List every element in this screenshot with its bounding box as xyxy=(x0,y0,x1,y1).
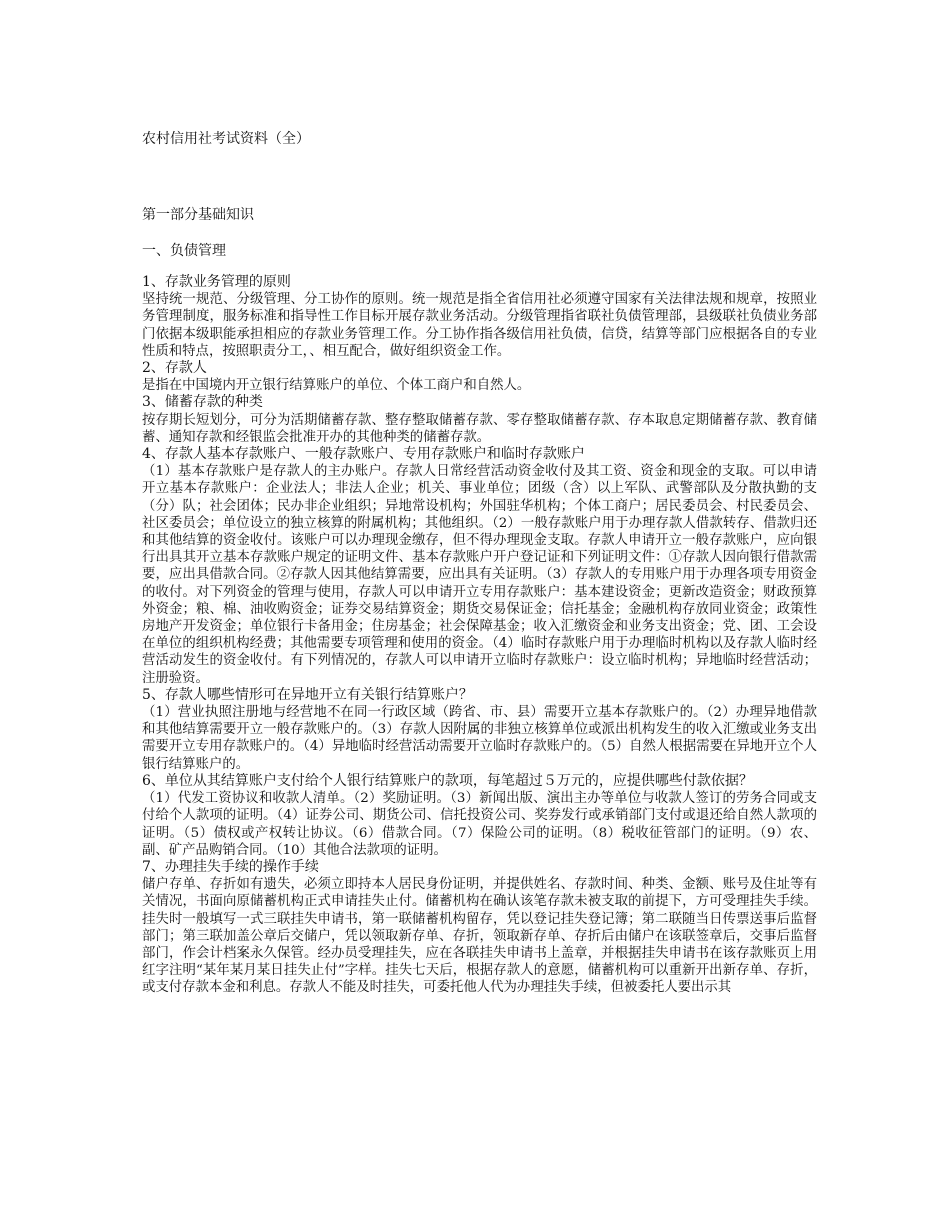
item-heading: 4、存款人基本存款账户、一般存款账户、专用存款账户和临时存款账户 xyxy=(142,446,585,463)
item-heading: 3、储蓄存款的种类 xyxy=(142,394,263,411)
document-content xyxy=(142,274,817,997)
item-heading: 1、存款业务管理的原则 xyxy=(142,274,291,290)
section-title: 一、负债管理 xyxy=(142,243,226,259)
item-paragraph: 按存期长短划分，可分为活期储蓄存款、整存整取储蓄存款、零存整取储蓄存款、存本取息定期储蓄存款、教育储蓄、通知存款和经银监会批准开办的其他种类的储蓄存款。 xyxy=(142,412,817,445)
item-paragraph: 储户存单、存折如有遗失，必须立即持本人居民身份证明，并提供姓名、存款时间、种类、金额、账号及住址等有关情况，书面向原储蓄机构正式申请挂失止付。储蓄机构在确认该笔存款未被支取的前提下，方可受理挂失手续。挂失时一般填写一式三联挂失申请书，第一联储蓄机构留存，凭以登记挂失登记簿；第二联随当日传票送事后监督部门；第三联加盖公章后交储户，凭以领取新存单、存折，领取新存单、存折后由储户在该联签章后，交事后监督部门，作会计档案永久保管。经办员受理挂失，应在各联挂失申请书上盖章，并根据挂失申请书在该存款账页上用红字注明“某年某月某日挂失止付”字样。挂失七天后，根据存款人的意愿，储蓄机构可以重新开出新存单、存折，或支付存款本金和利息。存款人不能及时挂失，可委托他人代为办理挂失手续，但被委托人要出示其 xyxy=(142,877,817,996)
item-paragraph: 是指在中国境内开立银行结算账户的单位、个体工商户和自然人。 xyxy=(142,378,531,394)
item-paragraph: （1）代发工资协议和收款人清单。（2）奖励证明。（3）新闻出版、演出主办等单位与收款人签订的劳务合同或支付给个人款项的证明。（4）证券公司、期货公司、信托投资公司、奖券发行或承销部门支付或退还给自然人款项的证明。（5）债权或产权转让协议。（6）借款合同。（7）保险公司的证明。（8）税收征管部门的证明。（9）农、副、矿产品购销合同。（10）其他合法款项的证明。 xyxy=(142,791,817,858)
document-page xyxy=(142,130,817,997)
item-heading: 6、单位从其结算账户支付给个人银行结算账户的款项，每笔超过５万元的，应提供哪些付款依据？ xyxy=(142,772,753,789)
item-heading: 5、存款人哪些情形可在异地开立有关银行结算账户？ xyxy=(142,686,473,703)
item-paragraph: （1）基本存款账户是存款人的主办账户。存款人日常经营活动资金收付及其工资、资金和现金的支取。可以申请开立基本存款账户：企业法人；非法人企业；机关、事业单位；团级（含）以上军队、武警部队及分散执勤的支（分）队；社会团体；民办非企业组织；异地常设机构；外国驻华机构；个体工商户；居民委员会、村民委员会、社区委员会；单位设立的独立核算的附属机构；其他组织。（2）一般存款账户用于办理存款人借款转存、借款归还和其他结算的资金收付。该账户可以办理现金缴存，但不得办理现金支取。存款人申请开立一般存款账户，应向银行出具其开立基本存款账户规定的证明文件、基本存款账户开户登记证和下列证明文件：①存款人因向银行借款需要，应出具借款合同。②存款人因其他结算需要，应出具有关证明。（3）存款人的专用账户用于办理各项专用资金的收付。对下列资金的管理与使用，存款人可以申请开立专用存款账户：基本建设资金；更新改造资金；财政预算外资金；粮、棉、油收购资金；证券交易结算资金；期货交易保证金；信托基金；金融机构存放同业资金；政策性房地产开发资金；单位银行卡备用金；住房基金；社会保障基金；收入汇缴资金和业务支出资金；党、团、工会设在单位的组织机构经费；其他需要专项管理和使用的资金。（4）临时存款账户用于办理临时机构以及存款人临时经营活动发生的资金收付。有下列情况的，存款人可以申请开立临时存款账户：设立临时机构；异地临时经营活动；注册验资。 xyxy=(142,464,817,686)
part-title: 第一部分基础知识 xyxy=(142,207,254,223)
item-heading: 2、存款人 xyxy=(142,360,207,377)
item-paragraph: 坚持统一规范、分级管理、分工协作的原则。统一规范是指全省信用社必须遵守国家有关法律法规和规章，按照业务管理制度，服务标准和指导性工作目标开展存款业务活动。分级管理指省联社负债管理部，县级联社负债业务部门依据本级职能承担相应的存款业务管理工作。分工协作指各级信用社负债，信贷，结算等部门应根据各自的专业性质和特点，按照职责分工，、相互配合，做好组织资金工作。 xyxy=(142,292,817,359)
item-paragraph: （1）营业执照注册地与经营地不在同一行政区域（跨省、市、县）需要开立基本存款账户的。（2）办理异地借款和其他结算需要开立一般存款账户的。（3）存款人因附属的非独立核算单位或派出机构发生的收入汇缴或业务支出需要开立专用存款账户的。（4）异地临时经营活动需要开立临时存款账户的。（5）自然人根据需要在异地开立个人银行结算账户的。 xyxy=(142,705,817,772)
document-title: 农村信用社考试资料（全） xyxy=(142,131,310,147)
item-heading: 7、办理挂失手续的操作手续 xyxy=(142,858,319,875)
